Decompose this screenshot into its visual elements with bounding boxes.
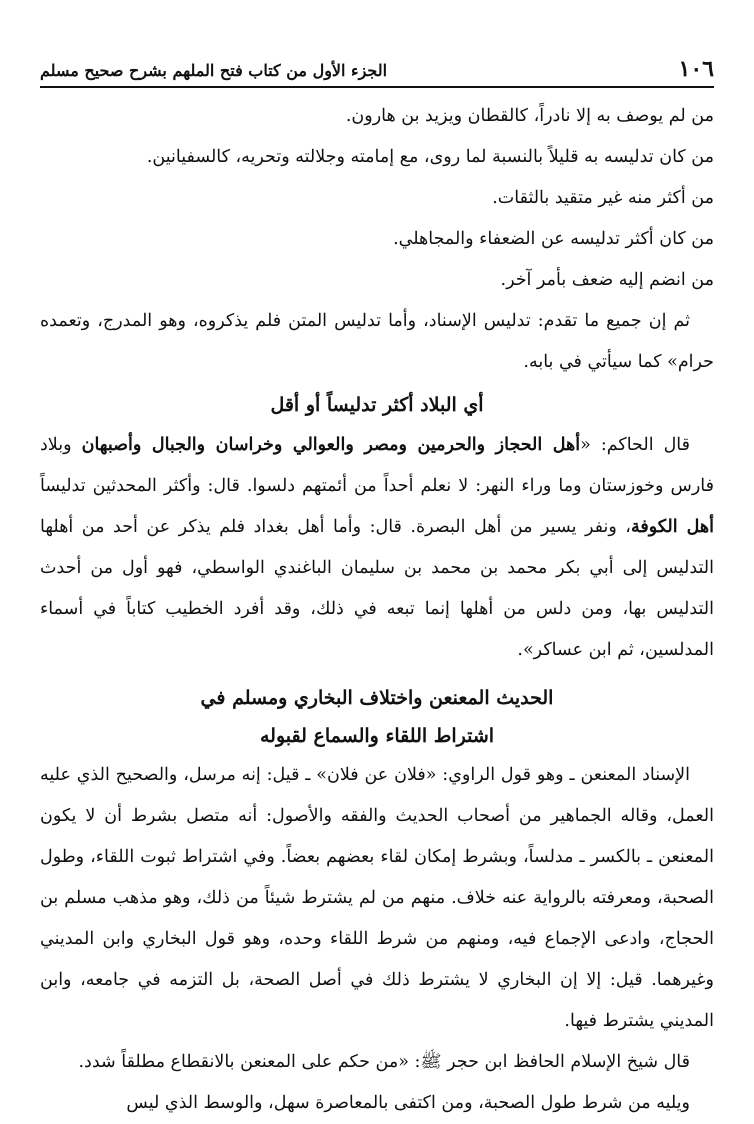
section-heading — [40, 679, 714, 755]
heading-line: اشتراط اللقاء والسماع لقبوله — [259, 725, 495, 747]
page-header — [40, 52, 714, 88]
paragraph: ويليه من شرط طول الصحبة، ومن اكتفى بالمعاصرة سهل، والوسط الذي ليس — [126, 1093, 690, 1113]
page-body — [40, 96, 714, 1124]
page-number: ١٠٦ — [678, 56, 714, 82]
list-item: من انضم إليه ضعف بأمر آخر. — [500, 270, 714, 290]
list-item: من كان أكثر تدليسه عن الضعفاء والمجاهلي. — [393, 229, 714, 249]
text-run: ، ونفر يسير من أهل البصرة. قال: وأما أهل بغداد فلم يذكر عن أحد من أهلها التدليس إلى أبي بكر محمد بن محمد بن سليمان الباغندي الواسطي، فهو أول من أحدث التدليس بها، ومن دلس من أهلها إنما تبعه في ذلك، وقد أفرد الخطيب كتاباً في أسماء المدلسين، ثم ابن عساكر». — [40, 517, 714, 660]
paragraph — [40, 425, 714, 671]
list-item: من لم يوصف به إلا نادراً، كالقطان ويزيد بن هارون. — [345, 106, 714, 126]
bold-phrase: أهل الكوفة — [630, 517, 714, 537]
list-item: من أكثر منه غير متقيد بالثقات. — [492, 188, 714, 208]
bold-phrase: أهل الحجاز والحرمين ومصر والعوالي وخراسان والجبال وأصبهان — [81, 435, 581, 455]
list-item: من كان تدليسه به قليلاً بالنسبة لما روى، مع إمامته وجلالته وتحريه، كالسفيانين. — [146, 147, 714, 167]
section-heading: أي البلاد أكثر تدليساً أو أقل — [270, 394, 484, 416]
paragraph: الإسناد المعنعن ـ وهو قول الراوي: «فلان عن فلان» ـ قيل: إنه مرسل، والصحيح الذي عليه العمل، وقاله الجماهير من أصحاب الحديث والفقه والأصول: أنه متصل بشرط أن لا يكون المعنعن ـ بالكسر ـ مدلساً، وبشرط إمكان لقاء بعضهم بعضاً. وفي اشتراط ثبوت اللقاء، وطول الصحبة، ومعرفته بالرواية عنه خلاف. منهم من لم يشترط شيئاً من ذلك، وهو مذهب مسلم بن الحجاج، وادعى الإجماع فيه، ومنهم من شرط اللقاء وحده، وهو قول البخاري وابن المديني وغيرهما. قيل: إلا إن البخاري لا يشترط ذلك في أصل الصحة، بل التزمه في جامعه، وابن المديني يشترط فيها. — [40, 765, 714, 1031]
text-run: قال الحاكم: « — [580, 435, 690, 455]
running-title: الجزء الأول من كتاب فتح الملهم بشرح صحيح مسلم — [40, 61, 388, 80]
text-run: وبلاد فارس وخوزستان وما وراء النهر: لا نعلم أحداً من أئمتهم دلسوا. قال: وأكثر المحدثين تدليساً — [40, 435, 714, 496]
paragraph: قال شيخ الإسلام الحافظ ابن حجر ﷺ: «من حكم على المعنعن بالانقطاع مطلقاً شدد. — [78, 1052, 690, 1072]
heading-line: الحديث المعنعن واختلاف البخاري ومسلم في — [200, 687, 554, 709]
paragraph: ثم إن جميع ما تقدم: تدليس الإسناد، وأما تدليس المتن فلم يذكروه، وهو المدرج، وتعمده حرام» كما سيأتي في بابه. — [40, 311, 714, 372]
